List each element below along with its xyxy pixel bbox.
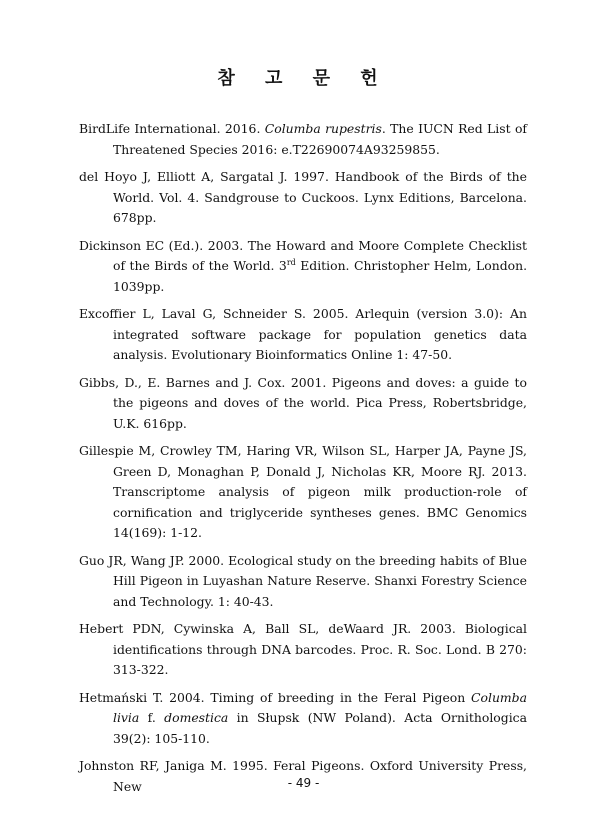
reference-entry: Excoffier L, Laval G, Schneider S. 2005. Arlequin (version 3.0): An integrated software package for population genetics data analysis. Evolutionary Bioinformatics Online 1: 47-50. (79, 306, 527, 362)
reference-entry: BirdLife International. 2016. Columba rupestris. The IUCN Red List of Threatened Species 2016: e.T22690074A93259855. (79, 121, 528, 157)
reference-entry: Hetmański T. 2004. Timing of breeding in the Feral Pigeon Columba livia f. domestica in Słupsk (NW Poland). Acta Ornithologica 39(2): 105-110. (79, 689, 527, 746)
reference-entry: del Hoyo J, Elliott A, Sargatal J. 1997. Handbook of the Birds of the World. Vol. 4. Sandgrouse to Cuckoos. Lynx Editions, Barcelona. 678pp. (79, 169, 527, 225)
reference-entry: Johnston RF, Janiga M. 1995. Feral Pigeons. Oxford University Press, New (79, 758, 527, 794)
page-number: - 49 - (287, 776, 320, 790)
reference-list (79, 119, 527, 797)
reference-entry: Guo JR, Wang JP. 2000. Ecological study on the breeding habits of Blue Hill Pigeon in Luyashan Nature Reserve. Shanxi Forestry Science and Technology. 1: 40-43. (79, 552, 527, 609)
reference-entry: Gillespie M, Crowley TM, Haring VR, Wilson SL, Harper JA, Payne JS, Green D, Monaghan P, Donald J, Nicholas KR, Moore RJ. 2013. Transcriptome analysis of pigeon milk production-role of cornification and triglyceride syntheses genes. BMC Genomics 14(169): 1-12. (79, 443, 527, 540)
page-title: 참 고 문 헌 (217, 68, 390, 89)
reference-entry: Gibbs, D., E. Barnes and J. Cox. 2001. Pigeons and doves: a guide to the pigeons and doves of the world. Pica Press, Robertsbridge, U.K. 616pp. (79, 374, 527, 431)
reference-entry: Dickinson EC (Ed.). 2003. The Howard and Moore Complete Checklist of the Birds of the World. 3rd Edition. Christopher Helm, London. 1039pp. (79, 237, 528, 294)
reference-entry: Hebert PDN, Cywinska A, Ball SL, deWaard JR. 2003. Biological identifications through DNA barcodes. Proc. R. Soc. Lond. B 270: 313-322. (79, 621, 527, 677)
